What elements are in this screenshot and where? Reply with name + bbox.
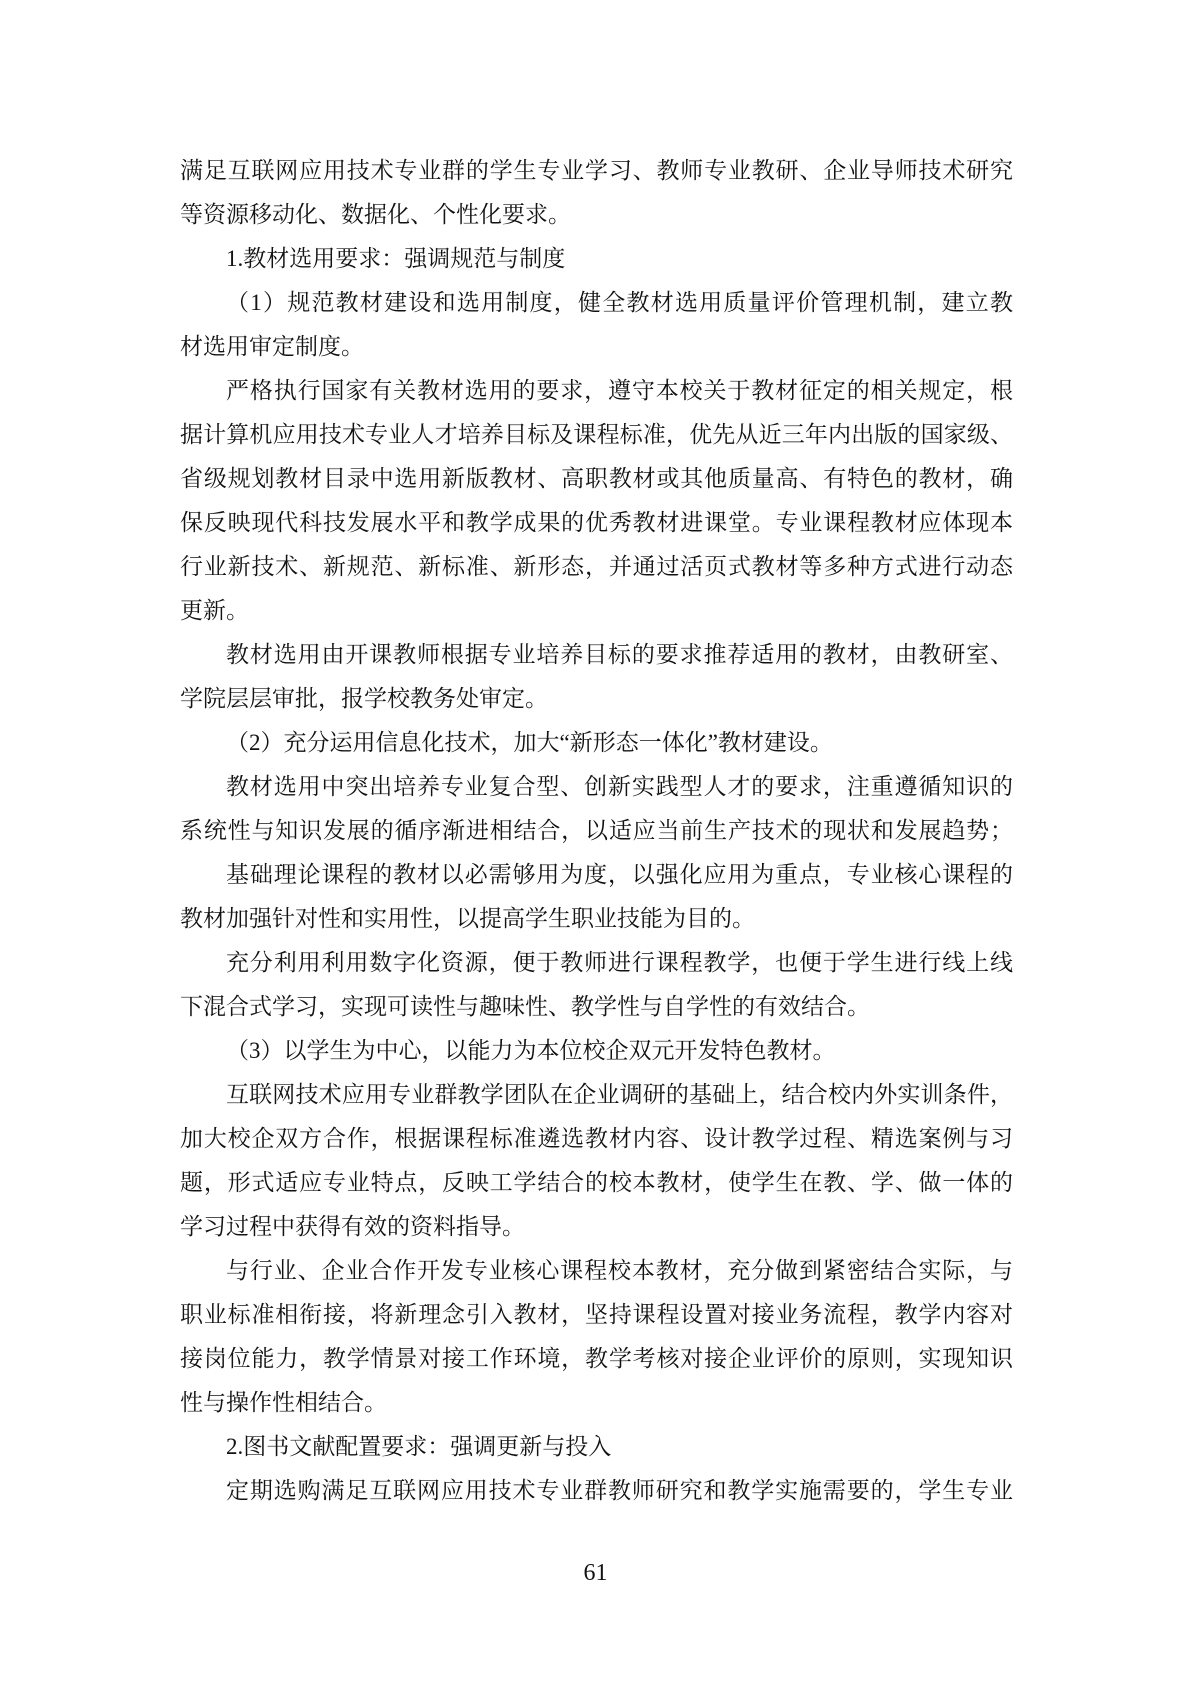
- text-line: （1）规范教材建设和选用制度，健全教材选用质量评价管理机制，建立教: [226, 290, 1013, 315]
- text-line: 满足互联网应用技术专业群的学生专业学习、教师专业教研、企业导师技术研究: [180, 158, 1013, 183]
- text-line: 学习过程中获得有效的资料指导。: [180, 1214, 525, 1239]
- text-line: 下混合式学习，实现可读性与趣味性、教学性与自学性的有效结合。: [180, 994, 870, 1019]
- text-line: 行业新技术、新规范、新标准、新形态，并通过活页式教材等多种方式进行动态: [180, 554, 1013, 579]
- text-line: 题，形式适应专业特点，反映工学结合的校本教材，使学生在教、学、做一体的: [180, 1170, 1013, 1195]
- text-line: 与行业、企业合作开发专业核心课程校本教材，充分做到紧密结合实际，与: [226, 1258, 1013, 1283]
- text-line: 定期选购满足互联网应用技术专业群教师研究和教学实施需要的，学生专业: [226, 1478, 1013, 1503]
- text-line: 据计算机应用技术专业人才培养目标及课程标准，优先从近三年内出版的国家级、: [180, 422, 1013, 447]
- text-line: 保反映现代科技发展水平和教学成果的优秀教材进课堂。专业课程教材应体现本: [180, 510, 1013, 535]
- text-line: 职业标准相衔接，将新理念引入教材，坚持课程设置对接业务流程，教学内容对: [180, 1302, 1013, 1327]
- text-line: 材选用审定制度。: [180, 334, 364, 359]
- text-line: 教材加强针对性和实用性，以提高学生职业技能为目的。: [180, 906, 755, 931]
- text-line: 更新。: [180, 598, 249, 623]
- text-line: 1.教材选用要求：强调规范与制度: [226, 246, 566, 271]
- text-line: 省级规划教材目录中选用新版教材、高职教材或其他质量高、有特色的教材，确: [180, 466, 1013, 491]
- text-line: 2.图书文献配置要求：强调更新与投入: [226, 1434, 612, 1459]
- text-line: 学院层层审批，报学校教务处审定。: [180, 686, 548, 711]
- text-line: （3）以学生为中心，以能力为本位校企双元开发特色教材。: [226, 1038, 836, 1063]
- text-line: 基础理论课程的教材以必需够用为度，以强化应用为重点，专业核心课程的: [226, 862, 1013, 887]
- document-body: [180, 149, 1013, 1513]
- text-line: 接岗位能力，教学情景对接工作环境，教学考核对接企业评价的原则，实现知识: [180, 1346, 1013, 1371]
- page-number: 61: [583, 1560, 608, 1586]
- text-line: 严格执行国家有关教材选用的要求，遵守本校关于教材征定的相关规定，根: [226, 378, 1013, 403]
- text-line: （2）充分运用信息化技术，加大“新形态一体化”教材建设。: [226, 730, 833, 755]
- text-line: 教材选用中突出培养专业复合型、创新实践型人才的要求，注重遵循知识的: [226, 774, 1013, 799]
- text-line: 等资源移动化、数据化、个性化要求。: [180, 202, 571, 227]
- text-line: 性与操作性相结合。: [180, 1390, 387, 1415]
- text-line: 加大校企双方合作，根据课程标准遴选教材内容、设计教学过程、精选案例与习: [180, 1126, 1013, 1151]
- text-line: 互联网技术应用专业群教学团队在企业调研的基础上，结合校内外实训条件，: [226, 1082, 1013, 1107]
- text-line: 充分利用利用数字化资源，便于教师进行课程教学，也便于学生进行线上线: [226, 950, 1013, 975]
- text-line: 教材选用由开课教师根据专业培养目标的要求推荐适用的教材，由教研室、: [226, 642, 1013, 667]
- text-line: 系统性与知识发展的循序渐进相结合，以适应当前生产技术的现状和发展趋势；: [180, 818, 1013, 843]
